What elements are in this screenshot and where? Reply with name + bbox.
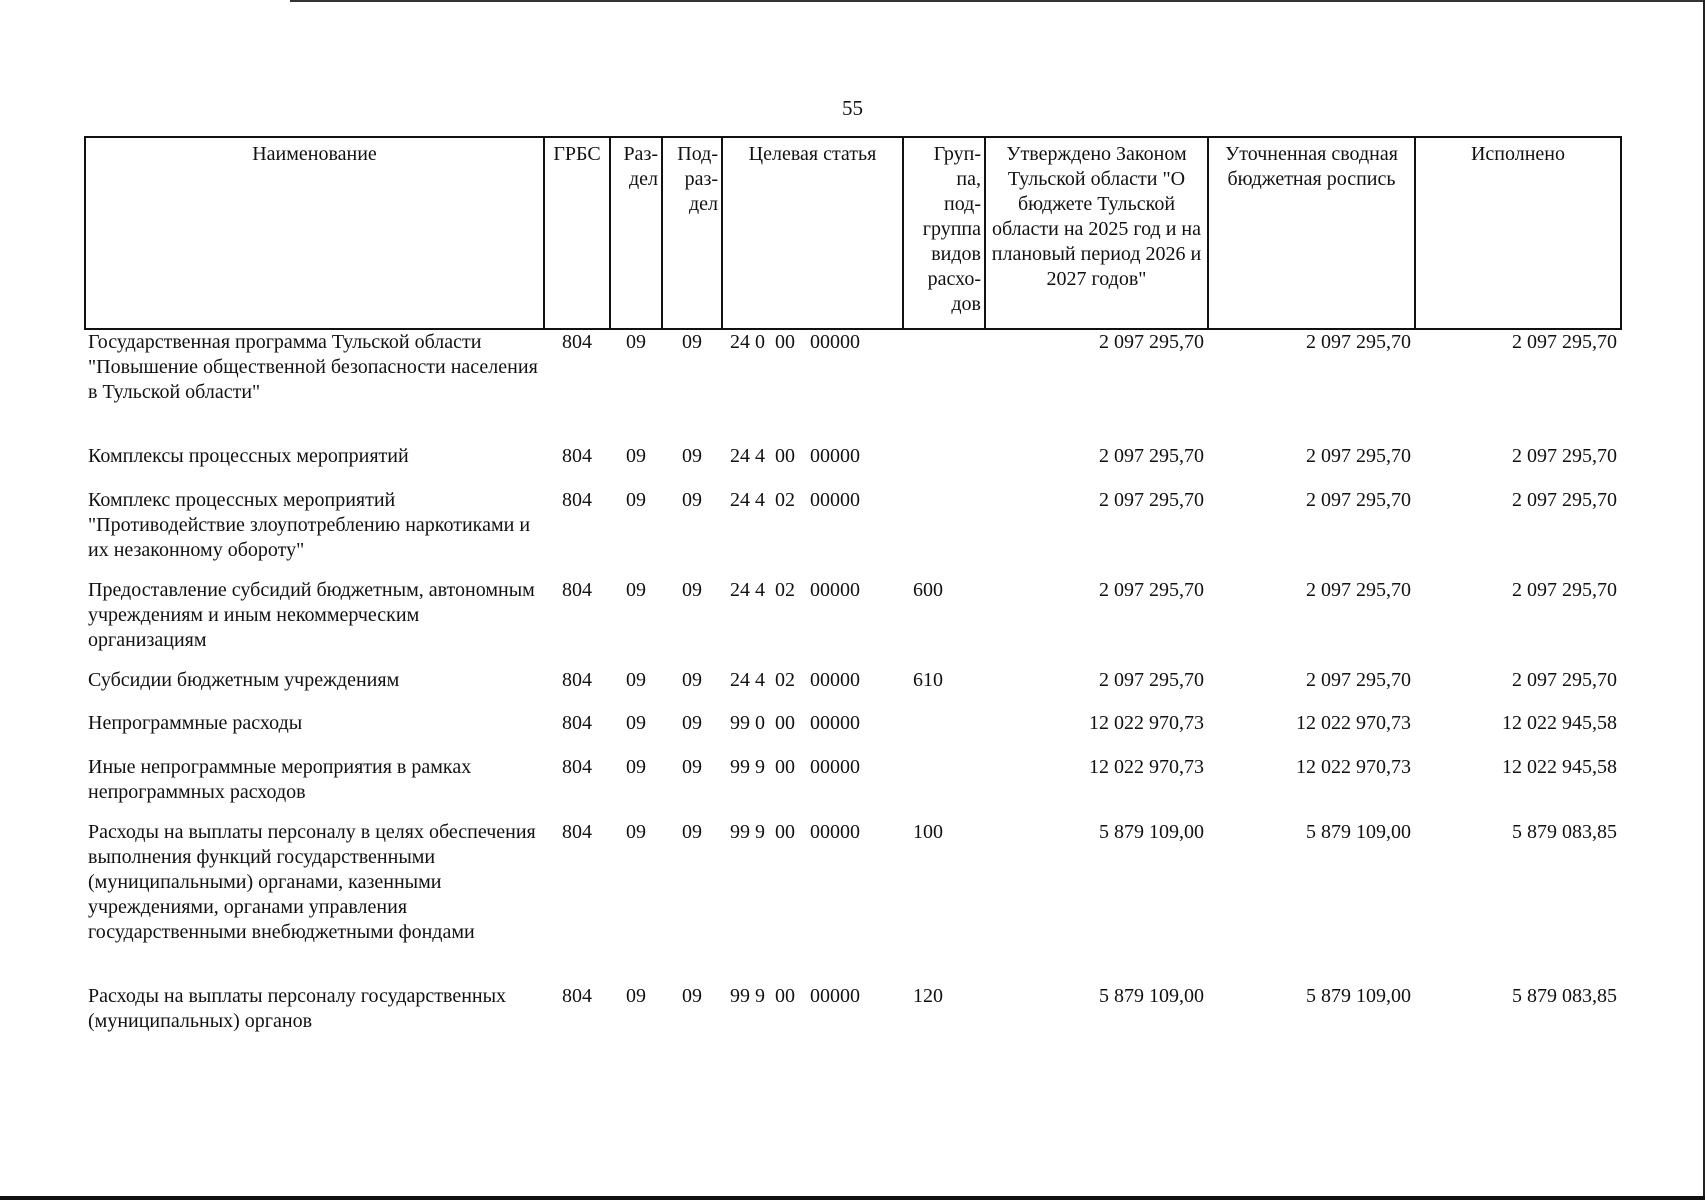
header-refined-budget: Уточненная сводная бюджетная роспись [1208,137,1415,329]
row-executed: 2 097 295,70 [1512,669,1617,691]
row-approved: 12 022 970,73 [1089,756,1204,778]
row-name: Субсидии бюджетным учреждениям [88,669,400,691]
row-section: 09 [626,489,646,511]
table-row [85,444,1621,488]
row-approved: 2 097 295,70 [1099,331,1204,353]
row-executed: 5 879 083,85 [1512,821,1617,843]
row-target-article: 24 4 00 00000 [730,445,860,467]
table-row [85,755,1621,820]
header-row [85,137,1621,329]
row-section: 09 [626,756,646,778]
row-expense-group [903,444,985,488]
row-name: Государственная программа Тульской области "Повышение общественной безопасности населения в Тульской области" [88,331,538,403]
row-expense-group [903,711,985,755]
row-refined: 5 879 109,00 [1306,985,1411,1007]
row-subsection: 09 [682,756,702,778]
header-approved-law: Утверждено Законом Тульской области "О бюджете Тульской области на 2025 год и на плановый период 2026 и 2027 годов" [985,137,1208,329]
row-expense-group: 120 [913,985,943,1007]
row-name: Комплексы процессных мероприятий [88,445,409,467]
row-target-article: 99 9 00 00000 [730,821,860,843]
row-subsection: 09 [682,985,702,1007]
row-grbs: 804 [562,985,592,1007]
row-name: Комплекс процессных мероприятий "Противодействие злоупотреблению наркотиками и их незаконному обороту" [88,489,531,561]
row-target-article: 99 0 00 00000 [730,712,860,734]
page-number: 55 [842,96,863,120]
row-executed: 2 097 295,70 [1512,331,1617,353]
row-grbs: 804 [562,669,592,691]
table-row [85,984,1621,1044]
row-approved: 2 097 295,70 [1099,669,1204,691]
row-refined: 2 097 295,70 [1306,489,1411,511]
header-executed: Исполнено [1415,137,1621,329]
row-executed: 2 097 295,70 [1512,489,1617,511]
table-row [85,711,1621,755]
row-refined: 2 097 295,70 [1306,445,1411,467]
row-refined: 5 879 109,00 [1306,821,1411,843]
row-name: Непрограммные расходы [88,712,303,734]
row-subsection: 09 [682,489,702,511]
row-executed: 2 097 295,70 [1512,579,1617,601]
row-section: 09 [626,821,646,843]
row-section: 09 [626,669,646,691]
scan-top-edge-line [290,0,1705,2]
table-row [85,668,1621,711]
row-subsection: 09 [682,712,702,734]
table-row [85,329,1621,444]
header-subsection: Под- раз- дел [662,137,722,329]
row-subsection: 09 [682,331,702,353]
row-target-article: 99 9 00 00000 [730,985,860,1007]
row-target-article: 24 0 00 00000 [730,331,860,353]
row-expense-group [903,755,985,820]
row-target-article: 24 4 02 00000 [730,579,860,601]
row-refined: 2 097 295,70 [1306,331,1411,353]
row-section: 09 [626,579,646,601]
row-refined: 2 097 295,70 [1306,669,1411,691]
row-section: 09 [626,985,646,1007]
row-executed: 12 022 945,58 [1502,756,1617,778]
row-refined: 12 022 970,73 [1296,712,1411,734]
row-subsection: 09 [682,821,702,843]
row-target-article: 99 9 00 00000 [730,756,860,778]
row-approved: 2 097 295,70 [1099,579,1204,601]
header-expense-group: Груп- па, под- группа видов расхо- дов [903,137,985,329]
row-section: 09 [626,445,646,467]
row-grbs: 804 [562,489,592,511]
row-grbs: 804 [562,579,592,601]
table-row [85,488,1621,578]
table-body [85,329,1621,1044]
row-executed: 5 879 083,85 [1512,985,1617,1007]
row-expense-group [903,488,985,578]
scan-bottom-edge-band [0,1196,1705,1200]
row-approved: 5 879 109,00 [1099,821,1204,843]
row-subsection: 09 [682,669,702,691]
header-name: Наименование [85,137,544,329]
row-executed: 12 022 945,58 [1502,712,1617,734]
row-grbs: 804 [562,712,592,734]
table-row [85,578,1621,668]
row-refined: 2 097 295,70 [1306,579,1411,601]
row-section: 09 [626,331,646,353]
row-approved: 2 097 295,70 [1099,489,1204,511]
table-row [85,820,1621,984]
row-grbs: 804 [562,821,592,843]
row-approved: 5 879 109,00 [1099,985,1204,1007]
row-name: Иные непрограммные мероприятия в рамках непрограммных расходов [88,756,472,803]
row-executed: 2 097 295,70 [1512,445,1617,467]
row-target-article: 24 4 02 00000 [730,669,860,691]
row-section: 09 [626,712,646,734]
row-name: Предоставление субсидий бюджетным, автономным учреждениям и иным некоммерческим организациям [88,579,535,651]
row-name: Расходы на выплаты персоналу в целях обеспечения выполнения функций государственными (муниципальными) органами, казенными учреждениями, органами управления государственными внебюджетными фондами [88,821,536,943]
row-expense-group: 100 [913,821,943,843]
row-expense-group: 600 [913,579,943,601]
row-approved: 2 097 295,70 [1099,445,1204,467]
row-subsection: 09 [682,445,702,467]
row-name: Расходы на выплаты персоналу государственных (муниципальных) органов [88,985,507,1032]
table-header [85,137,1621,329]
row-subsection: 09 [682,579,702,601]
row-grbs: 804 [562,331,592,353]
header-grbs: ГРБС [544,137,610,329]
row-target-article: 24 4 02 00000 [730,489,860,511]
header-section: Раз- дел [610,137,662,329]
budget-execution-table [84,136,1622,1044]
row-expense-group: 610 [913,669,943,691]
row-refined: 12 022 970,73 [1296,756,1411,778]
row-grbs: 804 [562,445,592,467]
header-target-article: Целевая статья [722,137,903,329]
row-approved: 12 022 970,73 [1089,712,1204,734]
row-grbs: 804 [562,756,592,778]
row-expense-group [903,329,985,444]
